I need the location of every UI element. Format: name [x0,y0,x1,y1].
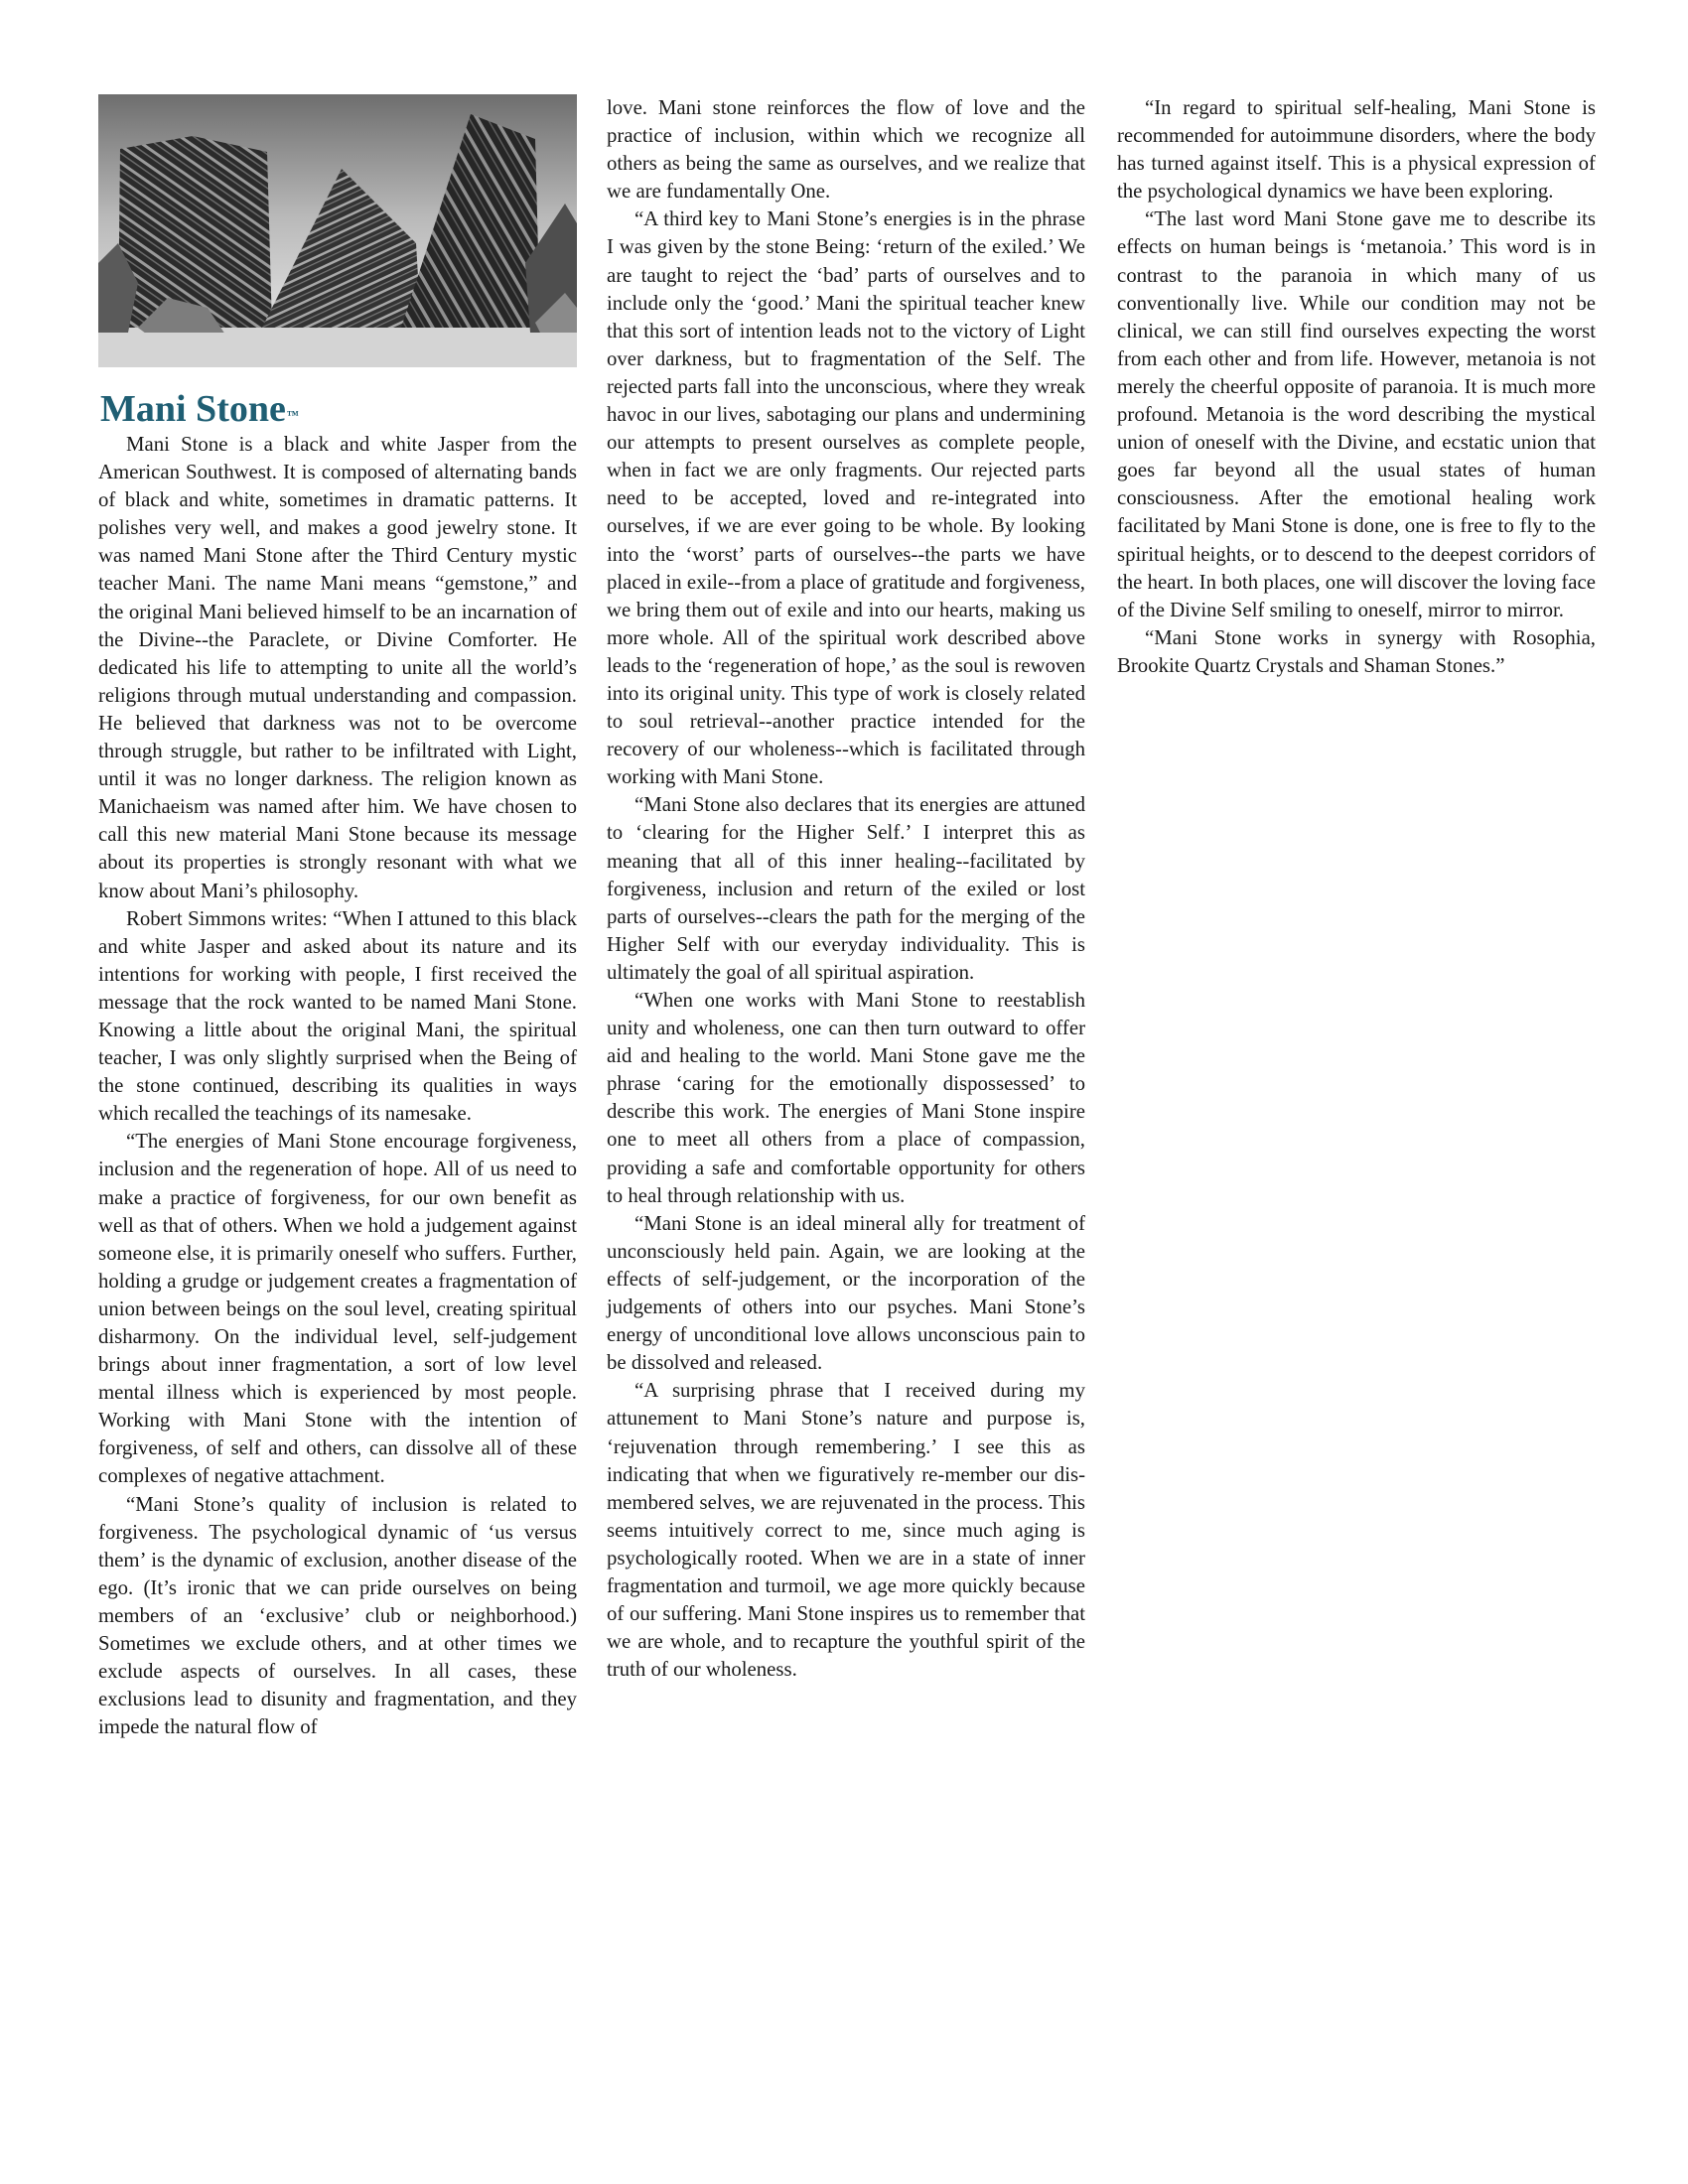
paragraph: “When one works with Mani Stone to reestablish unity and wholeness, one can then turn outward to offer aid and healing to the world. Mani Stone gave me the phrase ‘caring for the emotionally dispossessed’ to describe this work. The energies of Mani Stone inspire one to meet all others from a place of compassion, providing a safe and comfortable opportunity for others to heal through relationship with us. [607,989,1085,1207]
mani-stone-photo [98,94,577,367]
paragraph: Robert Simmons writes: “When I attuned to this black and white Jasper and asked about its nature and its intentions for working with people, I first received the message that the rock wanted to be named Mani Stone. Knowing a little about the original Mani, the spiritual teacher, I was only slightly surprised when the Being of the stone continued, describing its qualities in ways which recalled the teachings of its namesake. [98,906,577,1126]
article-title-text: Mani Stone [100,388,286,430]
paragraph: “Mani Stone’s quality of inclusion is related to forgiveness. The psychological dynamic of ‘us versus them’ is the dynamic of exclusion, another disease of the ego. (It’s ironic that we can pride ourselves on being members of an ‘exclusive’ club or neighborhood.) Sometimes we exclude others, and at other times we exclude aspects of ourselves. In all cases, these exclusions lead to disunity and fragmentation, and they impede the natural flow of [98,1492,577,1739]
column-3 [1117,94,1596,680]
paragraph: “Mani Stone works in synergy with Rosophia, Brookite Quartz Crystals and Shaman Stones.” [1117,625,1596,677]
column-1 [98,94,577,1741]
paragraph: Mani Stone is a black and white Jasper from the American Southwest. It is composed of alternating bands of black and white, sometimes in dramatic patterns. It polishes very well, and makes a good jewelry stone. It was named Mani Stone after the Third Century mystic teacher Mani. The name Mani means “gemstone,” and the original Mani believed himself to be an incarnation of the Divine--the Paraclete, or Divine Comforter. He dedicated his life to attempting to unite all the world’s religions through mutual understanding and compassion. He believed that darkness was not to be overcome through struggle, but rather to be infiltrated with Light, until it was no longer darkness. The religion known as Manichaeism was named after him. We have chosen to call this new material Mani Stone because its message about its properties is strongly resonant with what we know about Mani’s philosophy. [98,433,577,902]
article-title [100,387,577,431]
paragraph: “In regard to spiritual self-healing, Mani Stone is recommended for autoimmune disorders, where the body has turned against itself. This is a physical expression of the psychological dynamics we have been exploring. [1117,96,1596,204]
paragraph: “The energies of Mani Stone encourage forgiveness, inclusion and the regeneration of hope. All of us need to make a practice of forgiveness, for our own benefit as well as that of others. When we hold a judgement against someone else, it is primarily oneself who suffers. Further, holding a grudge or judgement creates a fragmentation of union between beings on the soul level, creating spiritual disharmony. On the individual level, self-judgement brings about inner fragmentation, a sort of low level mental illness which is experienced by most people. Working with Mani Stone with the intention of forgiveness, of self and others, can dissolve all of these complexes of negative attachment. [98,1130,577,1488]
paragraph: “Mani Stone also declares that its energies are attuned to ‘clearing for the Higher Self.’ I interpret this as meaning that all of this inner healing--facilitated by forgiveness, inclusion and return of the exiled or lost parts of ourselves--clears the path for the merging of the Higher Self with our everyday individuality. This is ultimately the goal of all spiritual aspiration. [607,793,1085,984]
paragraph: “Mani Stone is an ideal mineral ally for treatment of unconsciously held pain. Again, we are looking at the effects of self-judgement, or the incorporation of the judgements of others into our psyches. Mani Stone’s energy of unconditional love allows unconscious pain to be dissolved and released. [607,1211,1085,1375]
paragraph: “A surprising phrase that I received during my attunement to Mani Stone’s nature and purpose is, ‘rejuvenation through remembering.’ I see this as indicating that when we figuratively re-member our dis-membered selves, we are rejuvenated in the process. This seems intuitively correct to me, since much aging is psychologically rooted. When we are in a state of inner fragmentation and turmoil, we age more quickly because of our suffering. Mani Stone inspires us to remember that we are whole, and to recapture the youthful spirit of the truth of our wholeness. [607,1379,1085,1682]
paragraph: “A third key to Mani Stone’s energies is in the phrase I was given by the stone Being: ‘return of the exiled.’ We are taught to reject the ‘bad’ parts of ourselves and to include only the ‘good.’ Mani the spiritual teacher knew that this sort of intention leads not to the victory of Light over darkness, but to fragmentation of the Self. The rejected parts fall into the unconscious, where they wreak havoc in our lives, sabotaging our plans and undermining our attempts to present ourselves as complete people, when in fact we are only fragments. Our rejected parts need to be accepted, loved and re-integrated into ourselves, if we are ever going to be whole. By looking into the ‘worst’ parts of ourselves--the parts we have placed in exile--from a place of gratitude and forgiveness, we bring them out of exile and into our hearts, making us more whole. All of the spiritual work described above leads to the ‘regeneration of hope,’ as the soul is rewoven into its original unity. This type of work is closely related to soul retrieval--another practice intended for the recovery of our wholeness--which is facilitated through working with Mani Stone. [607,207,1085,789]
column-2 [607,94,1085,1684]
paragraph: “The last word Mani Stone gave me to describe its effects on human beings is ‘metanoia.’ This word is in contrast to the paranoia in which many of us conventionally live. While our condition may not be clinical, we can still find ourselves expecting the worst from each other and from life. However, metanoia is not merely the cheerful opposite of paranoia. It is much more profound. Metanoia is the word describing the mystical union of oneself with the Divine, and ecstatic union that goes far beyond all the usual states of human consciousness. After the emotional healing work facilitated by Mani Stone is done, one is free to fly to the spiritual heights, or to descend to the deepest corridors of the heart. In both places, one will discover the loving face of the Divine Self smiling to oneself, mirror to mirror. [1117,207,1596,621]
paragraph: love. Mani stone reinforces the flow of love and the practice of inclusion, within which we recognize all others as being the same as ourselves, and we realize that we are fundamentally One. [607,96,1085,204]
trademark-symbol: ™ [286,408,299,422]
